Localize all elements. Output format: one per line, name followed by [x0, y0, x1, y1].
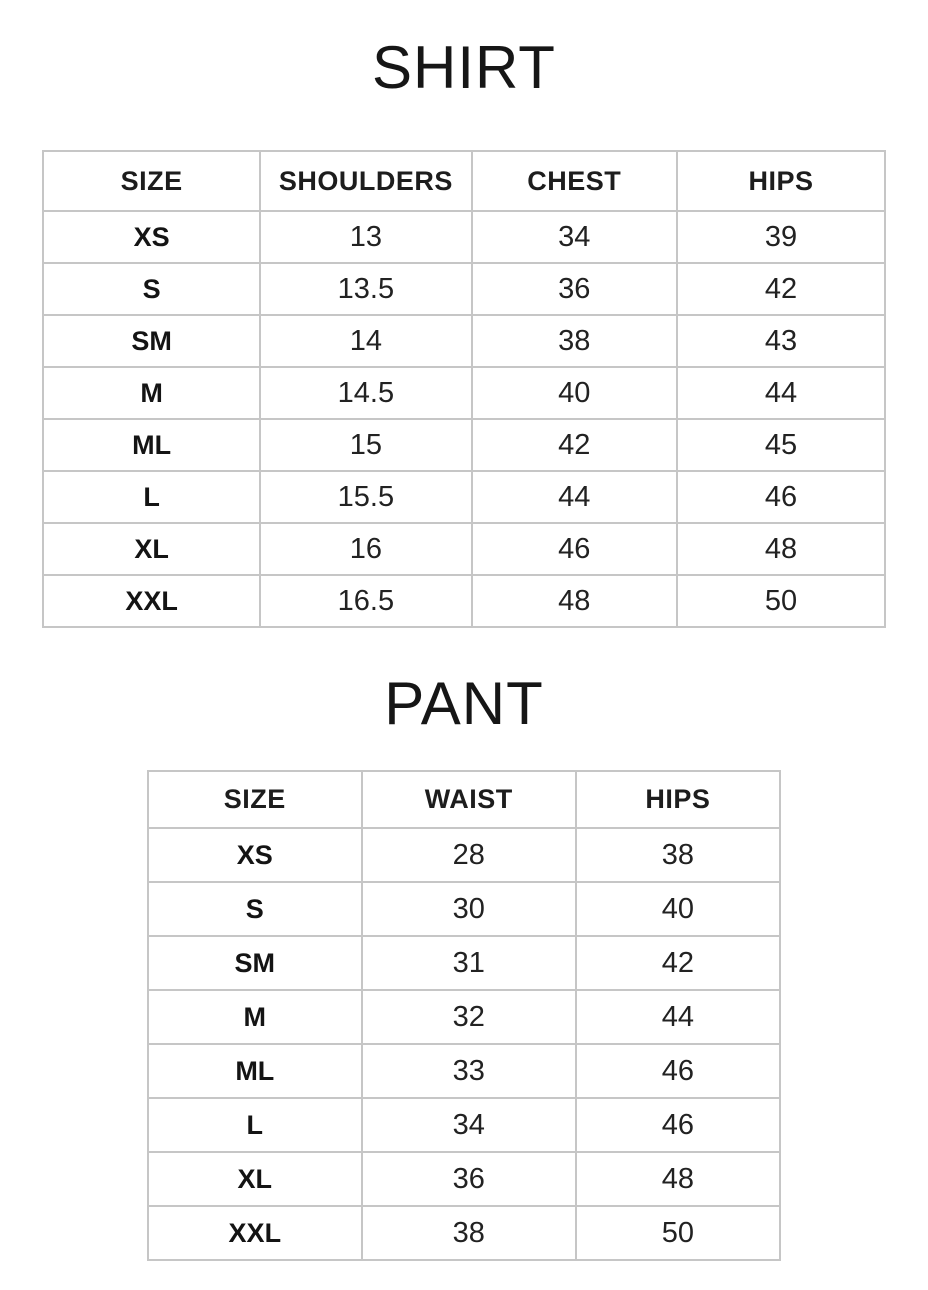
table-row: [148, 882, 780, 936]
column-header: CHEST: [472, 151, 677, 211]
measurement-cell: 36: [472, 263, 677, 315]
measurement-cell: 15: [260, 419, 471, 471]
size-label-cell: ML: [43, 419, 260, 471]
measurement-cell: 42: [677, 263, 885, 315]
table-row: [43, 419, 885, 471]
size-label-cell: XXL: [43, 575, 260, 627]
size-label-cell: SM: [43, 315, 260, 367]
measurement-cell: 13: [260, 211, 471, 263]
measurement-cell: 28: [362, 828, 576, 882]
measurement-cell: 33: [362, 1044, 576, 1098]
measurement-cell: 44: [677, 367, 885, 419]
measurement-cell: 15.5: [260, 471, 471, 523]
measurement-cell: 32: [362, 990, 576, 1044]
measurement-cell: 46: [576, 1044, 780, 1098]
measurement-cell: 16.5: [260, 575, 471, 627]
size-label-cell: XS: [148, 828, 362, 882]
shirt-size-table: [42, 150, 886, 628]
measurement-cell: 48: [576, 1152, 780, 1206]
measurement-cell: 42: [576, 936, 780, 990]
size-label-cell: S: [43, 263, 260, 315]
table-row: [43, 263, 885, 315]
column-header: SIZE: [43, 151, 260, 211]
shirt-title: SHIRT: [372, 34, 556, 101]
table-row: [43, 367, 885, 419]
table-row: [148, 1152, 780, 1206]
table-row: [148, 828, 780, 882]
table-row: [148, 1206, 780, 1260]
measurement-cell: 48: [472, 575, 677, 627]
measurement-cell: 30: [362, 882, 576, 936]
size-label-cell: M: [43, 367, 260, 419]
pant-title: PANT: [384, 670, 544, 737]
measurement-cell: 34: [362, 1098, 576, 1152]
measurement-cell: 44: [576, 990, 780, 1044]
column-header: HIPS: [576, 771, 780, 828]
measurement-cell: 13.5: [260, 263, 471, 315]
measurement-cell: 14.5: [260, 367, 471, 419]
size-label-cell: M: [148, 990, 362, 1044]
measurement-cell: 38: [472, 315, 677, 367]
measurement-cell: 14: [260, 315, 471, 367]
measurement-cell: 50: [677, 575, 885, 627]
measurement-cell: 40: [576, 882, 780, 936]
table-row: [148, 990, 780, 1044]
measurement-cell: 34: [472, 211, 677, 263]
size-label-cell: ML: [148, 1044, 362, 1098]
size-label-cell: XL: [148, 1152, 362, 1206]
measurement-cell: 42: [472, 419, 677, 471]
measurement-cell: 45: [677, 419, 885, 471]
measurement-cell: 46: [677, 471, 885, 523]
table-row: [43, 523, 885, 575]
measurement-cell: 38: [576, 828, 780, 882]
measurement-cell: 46: [472, 523, 677, 575]
table-row: [43, 315, 885, 367]
pant-header-row: [148, 771, 780, 828]
measurement-cell: 39: [677, 211, 885, 263]
table-row: [43, 211, 885, 263]
measurement-cell: 46: [576, 1098, 780, 1152]
size-label-cell: S: [148, 882, 362, 936]
size-label-cell: SM: [148, 936, 362, 990]
size-label-cell: XXL: [148, 1206, 362, 1260]
shirt-header-row: [43, 151, 885, 211]
column-header: WAIST: [362, 771, 576, 828]
measurement-cell: 50: [576, 1206, 780, 1260]
table-row: [148, 1098, 780, 1152]
measurement-cell: 16: [260, 523, 471, 575]
size-label-cell: XS: [43, 211, 260, 263]
size-label-cell: XL: [43, 523, 260, 575]
table-row: [148, 1044, 780, 1098]
table-row: [148, 936, 780, 990]
column-header: SIZE: [148, 771, 362, 828]
size-label-cell: L: [43, 471, 260, 523]
measurement-cell: 31: [362, 936, 576, 990]
measurement-cell: 38: [362, 1206, 576, 1260]
column-header: HIPS: [677, 151, 885, 211]
measurement-cell: 48: [677, 523, 885, 575]
measurement-cell: 40: [472, 367, 677, 419]
measurement-cell: 44: [472, 471, 677, 523]
column-header: SHOULDERS: [260, 151, 471, 211]
pant-size-table: [147, 770, 781, 1261]
measurement-cell: 36: [362, 1152, 576, 1206]
table-row: [43, 471, 885, 523]
measurement-cell: 43: [677, 315, 885, 367]
size-label-cell: L: [148, 1098, 362, 1152]
table-row: [43, 575, 885, 627]
